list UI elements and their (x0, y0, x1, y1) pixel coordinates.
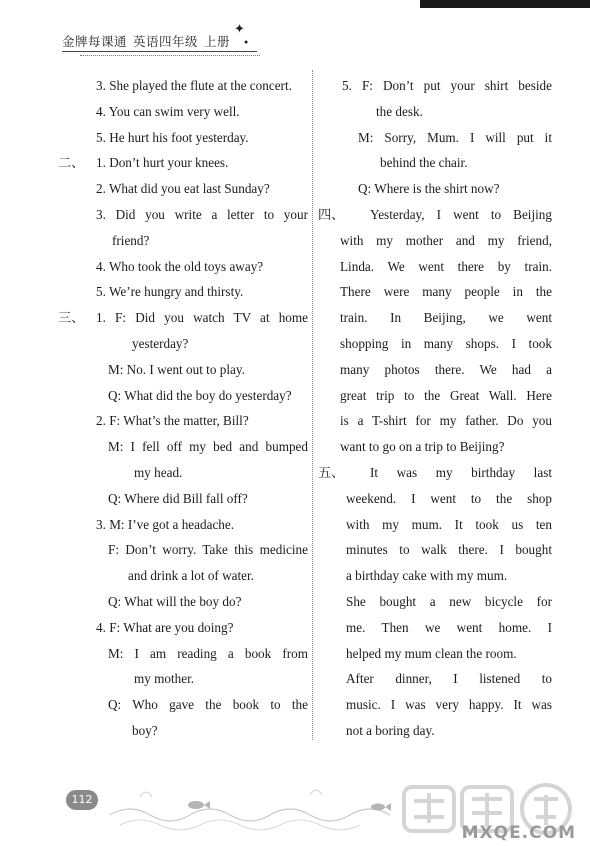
answer-line (80, 176, 308, 202)
answer-text: Q: Where did Bill fall off? (108, 490, 248, 506)
answer-line (80, 125, 308, 151)
answer-line (320, 563, 552, 589)
answer-text: a birthday cake with my mum. (346, 568, 508, 584)
answer-text: F: Don’t worry. Take this medicine (108, 542, 308, 558)
answer-text: 3. She played the flute at the concert. (96, 78, 292, 93)
answer-line (80, 460, 308, 486)
answer-line (80, 434, 308, 460)
answer-text: friend? (112, 232, 150, 248)
answer-line (320, 357, 552, 383)
page-header (0, 0, 590, 60)
answer-text: 3. M: I’ve got a headache. (96, 516, 235, 532)
page-footer (0, 775, 590, 846)
answer-text: Q: What did the boy do yesterday? (108, 387, 292, 403)
header-rule (62, 51, 257, 52)
answer-line (80, 615, 308, 641)
watermark-text: MXQE.COM (461, 823, 576, 843)
answer-line (80, 666, 308, 692)
answer-text: behind the chair. (380, 155, 468, 171)
answer-line (320, 202, 552, 228)
answer-text: 3. Did you write a letter to your (96, 206, 308, 222)
answer-text: shopping in many shops. I took (340, 335, 552, 351)
answer-line (80, 99, 308, 125)
answer-line (320, 434, 552, 460)
answer-text: M: No. I went out to play. (108, 361, 245, 377)
answer-line (320, 305, 552, 331)
answer-text: 5. He hurt his foot yesterday. (96, 129, 249, 145)
answer-text: with my mum. It took us ten (346, 516, 552, 532)
answer-text: yesterday? (132, 335, 189, 351)
answer-line (320, 718, 552, 744)
answer-line (320, 615, 552, 641)
answer-line (320, 150, 552, 176)
answer-text: After dinner, I listened to (346, 671, 552, 687)
answer-text: 4. F: What are you doing? (96, 619, 234, 635)
answer-line (80, 331, 308, 357)
answer-line (320, 73, 552, 99)
answer-text: 1. F: Did you watch TV at home (96, 310, 308, 326)
answer-line (80, 537, 308, 563)
answer-text: Q: Who gave the book to the (108, 697, 308, 713)
answer-line (80, 228, 308, 254)
answer-text: my mother. (134, 671, 195, 687)
answer-line (320, 666, 552, 692)
wave-fish-decoration-icon (110, 785, 410, 835)
section-marker: 二、 (58, 155, 85, 171)
answer-text: 4. You can swim very well. (96, 103, 240, 119)
answer-text: boy? (132, 722, 158, 738)
answer-line (80, 563, 308, 589)
answer-line (80, 718, 308, 744)
answer-text: 2. What did you eat last Sunday? (96, 181, 270, 197)
answer-text: 2. F: What’s the matter, Bill? (96, 413, 249, 429)
answer-text: M: Sorry, Mum. I will put it (358, 129, 552, 145)
left-answer-column (58, 73, 308, 744)
answer-line (320, 176, 552, 202)
answer-text: great trip to the Great Wall. Here (340, 387, 552, 403)
sparkle-star-icon: ✦ (234, 21, 245, 36)
page-number-badge: 112 (66, 790, 98, 810)
answer-line (80, 383, 308, 409)
answer-text: 5. F: Don’t put your shirt beside (342, 78, 552, 93)
answer-text: 5. We’re hungry and thirsty. (96, 284, 244, 300)
column-divider (312, 70, 313, 740)
answer-text: minutes to walk there. I bought (346, 542, 552, 558)
answer-line (80, 73, 308, 99)
answer-text: my head. (134, 464, 183, 480)
answer-text: 4. Who took the old toys away? (96, 258, 264, 274)
answer-line (80, 692, 308, 718)
answer-text: It was my birthday last (370, 464, 552, 480)
answer-line (320, 589, 552, 615)
answer-line (80, 486, 308, 512)
answer-text: M: I am reading a book from (108, 645, 308, 661)
answer-text: Linda. We went there by train. (340, 258, 552, 274)
section-marker: 三、 (58, 310, 85, 326)
answer-text: music. I was very happy. It was (346, 697, 552, 713)
answer-line (80, 357, 308, 383)
answer-text: Q: What will the boy do? (108, 593, 242, 609)
answer-line (320, 125, 552, 151)
answer-line (320, 228, 552, 254)
answer-line (58, 150, 308, 176)
answer-line (80, 512, 308, 538)
answer-line (80, 589, 308, 615)
answer-line (320, 254, 552, 280)
answer-text: me. Then we went home. I (346, 619, 552, 635)
answer-text: weekend. I went to the shop (346, 490, 552, 506)
answer-text: and drink a lot of water. (128, 568, 254, 584)
volume-label: 上册 (204, 34, 231, 49)
answer-line (320, 331, 552, 357)
section-marker: 五、 (318, 464, 345, 480)
answer-line (320, 383, 552, 409)
small-dot-icon: ● (244, 38, 249, 46)
answer-text: Yesterday, I went to Beijing (370, 206, 552, 222)
header-dotted-rule (80, 55, 260, 56)
answer-line (320, 99, 552, 125)
answer-line (320, 692, 552, 718)
answer-line (320, 512, 552, 538)
answer-text: Q: Where is the shirt now? (358, 181, 500, 197)
header-title (62, 32, 230, 50)
answer-text: not a boring day. (346, 722, 435, 738)
answer-text: There were many people in the (340, 284, 552, 300)
answer-line (80, 202, 308, 228)
answer-line (80, 641, 308, 667)
answer-text: is a T-shirt for my father. Do you (340, 413, 552, 429)
answer-line (80, 279, 308, 305)
answer-line (320, 279, 552, 305)
answer-line (58, 305, 308, 331)
series-name: 金牌每课通 (62, 34, 128, 49)
answer-line (320, 486, 552, 512)
answer-text: train. In Beijing, we went (340, 310, 552, 326)
answer-text: with my mother and my friend, (340, 232, 552, 248)
answer-text: helped my mum clean the room. (346, 645, 517, 661)
subject-grade: 英语四年级 (133, 34, 199, 49)
answer-line (80, 254, 308, 280)
right-answer-column (320, 73, 552, 744)
answer-line (320, 460, 552, 486)
answer-text: 1. Don’t hurt your knees. (96, 155, 229, 171)
answer-line (320, 408, 552, 434)
answer-line (320, 537, 552, 563)
answer-line (320, 641, 552, 667)
answer-text: want to go on a trip to Beijing? (340, 439, 505, 455)
answer-text: many photos there. We had a (340, 361, 552, 377)
answer-text: She bought a new bicycle for (346, 593, 552, 609)
section-marker: 四、 (318, 206, 345, 222)
answer-text: the desk. (376, 103, 423, 119)
answer-text: M: I fell off my bed and bumped (108, 439, 308, 455)
answer-line (80, 408, 308, 434)
